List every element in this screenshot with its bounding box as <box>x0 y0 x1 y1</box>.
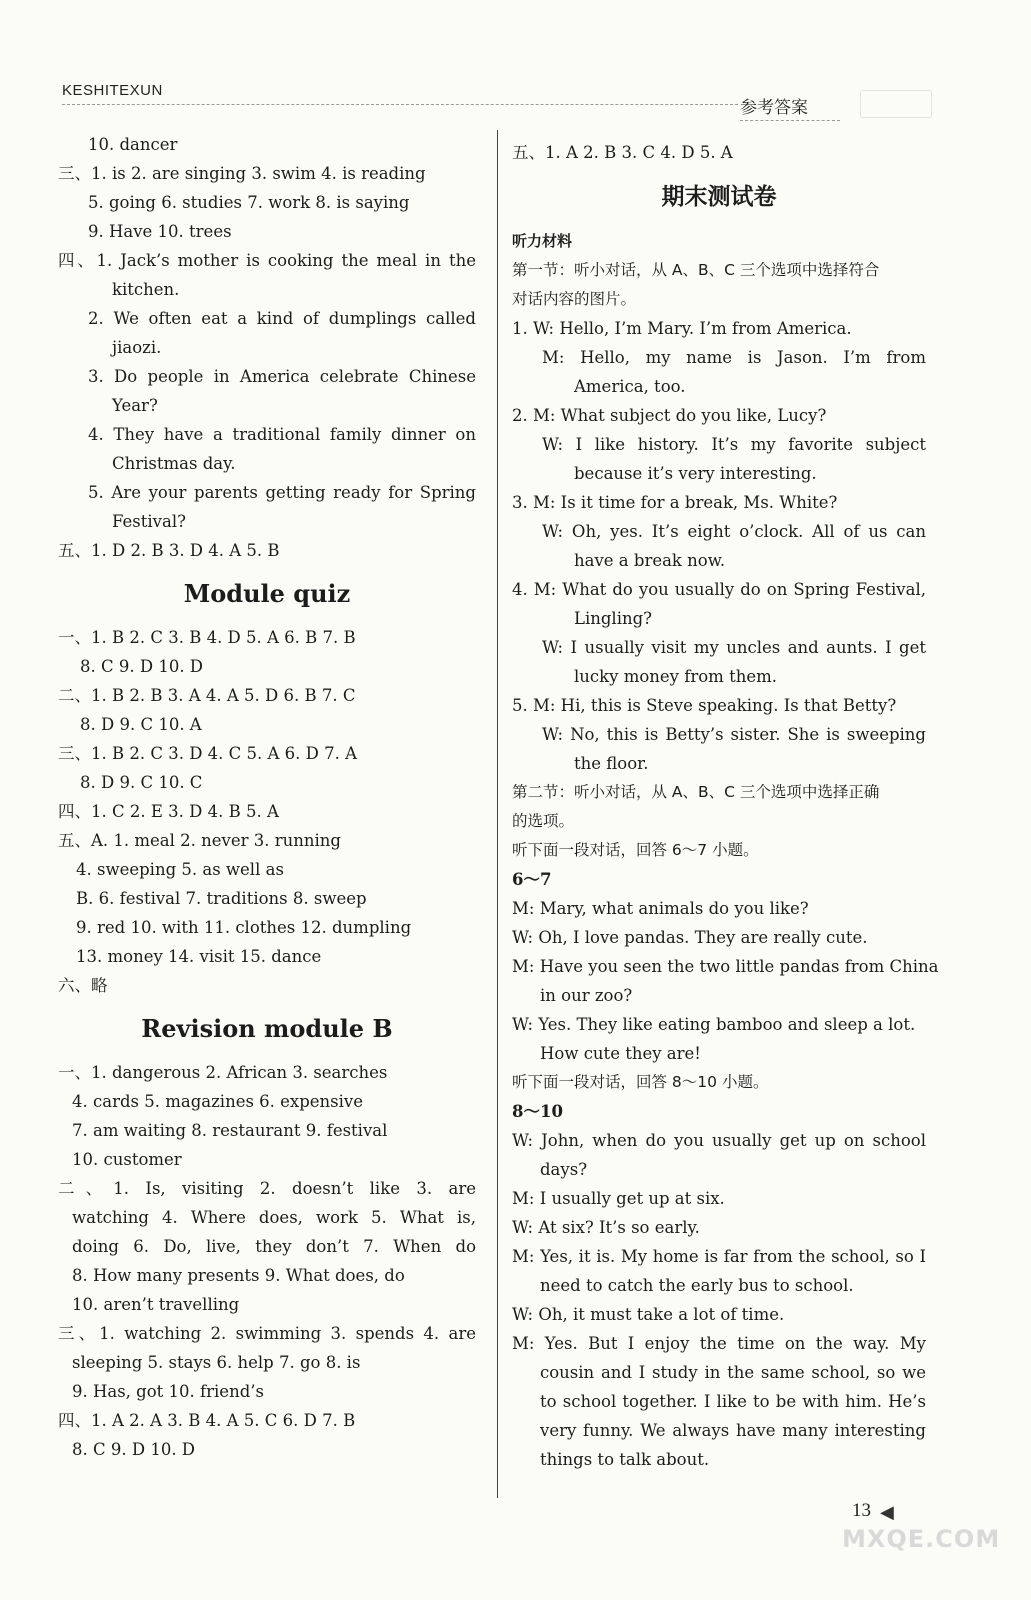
text-line: How cute they are! <box>540 1044 701 1063</box>
text-line: 五、1. D 2. B 3. D 4. A 5. B <box>58 541 280 560</box>
text-line: 一、1. dangerous 2. African 3. searches <box>58 1063 388 1082</box>
watermark: MXQE.COM <box>842 1525 1001 1553</box>
text-line: 一、1. B 2. C 3. B 4. D 5. A 6. B 7. B <box>58 628 356 647</box>
text-line: 4. M: What do you usually do on Spring Festival, <box>512 580 926 599</box>
text-line: 8. D 9. C 10. A <box>80 715 202 734</box>
text-line: W: Oh, yes. It’s eight o’clock. All of us can <box>542 522 926 541</box>
text-line: 二、1. B 2. B 3. A 4. A 5. D 6. B 7. C <box>58 686 356 705</box>
text-line: doing 6. Do, live, they don’t 7. When do <box>72 1237 476 1256</box>
text-line: 听下面一段对话，回答 8～10 小题。 <box>512 1073 769 1091</box>
text-line: to school together. I like to be with him. He’s <box>540 1392 926 1411</box>
header-brand: KESHITEXUN <box>62 82 163 99</box>
text-line: 9. red 10. with 11. clothes 12. dumpling <box>76 918 412 937</box>
text-line: 四、1. Jack’s mother is cooking the meal in the <box>58 251 476 270</box>
text-line: 2. We often eat a kind of dumplings called <box>88 309 476 328</box>
text-line: 2. M: What subject do you like, Lucy? <box>512 406 827 425</box>
text-line: 6～7 <box>512 870 552 889</box>
text-line: lucky money from them. <box>574 667 777 686</box>
text-line: sleeping 5. stays 6. help 7. go 8. is <box>72 1353 361 1372</box>
header-box <box>860 90 932 118</box>
text-line: 10. dancer <box>88 135 178 154</box>
text-line: 六、略 <box>58 976 108 995</box>
text-line: 五、A. 1. meal 2. never 3. running <box>58 831 341 850</box>
text-line: things to talk about. <box>540 1450 710 1469</box>
section-title: Module quiz <box>183 579 351 608</box>
text-line: in our zoo? <box>540 986 633 1005</box>
text-line: 第二节：听小对话，从 A、B、C 三个选项中选择正确 <box>512 783 880 801</box>
text-line: M: Yes, it is. My home is far from the school, so I <box>512 1247 926 1266</box>
text-line: 13. money 14. visit 15. dance <box>76 947 322 966</box>
column-divider <box>497 130 498 1498</box>
text-line: 8. C 9. D 10. D <box>80 657 204 676</box>
text-line: 4. cards 5. magazines 6. expensive <box>72 1092 364 1111</box>
right-column <box>512 138 939 1474</box>
header-rule-right <box>740 120 840 121</box>
text-line: days? <box>540 1160 588 1179</box>
left-column <box>58 130 476 1464</box>
text-line: Year? <box>112 396 158 415</box>
text-line: need to catch the early bus to school. <box>540 1276 854 1295</box>
text-line: 8～10 <box>512 1102 563 1121</box>
text-line: W: Oh, I love pandas. They are really cute. <box>512 928 868 947</box>
text-line: 三、1. watching 2. swimming 3. spends 4. are <box>58 1324 476 1343</box>
text-line: 5. going 6. studies 7. work 8. is saying <box>88 193 410 212</box>
text-line: 8. C 9. D 10. D <box>72 1440 196 1459</box>
header-rule <box>62 104 738 105</box>
text-line: have a break now. <box>574 551 726 570</box>
text-line: cousin and I study in the same school, so we <box>540 1363 926 1382</box>
text-line: W: I like history. It’s my favorite subject <box>542 435 926 454</box>
text-line: 8. D 9. C 10. C <box>80 773 203 792</box>
text-line: 的选项。 <box>512 812 575 830</box>
text-line: 四、1. A 2. A 3. B 4. A 5. C 6. D 7. B <box>58 1411 356 1430</box>
text-line: 第一节：听小对话，从 A、B、C 三个选项中选择符合 <box>512 261 880 279</box>
text-line: 10. customer <box>72 1150 182 1169</box>
text-line: 8. How many presents 9. What does, do <box>72 1266 405 1285</box>
text-line: 3. Do people in America celebrate Chinese <box>88 367 476 386</box>
section-title: Revision module B <box>141 1014 393 1043</box>
page-number: 13 <box>852 1500 871 1521</box>
text-line: 3. M: Is it time for a break, Ms. White? <box>512 493 838 512</box>
text-line: watching 4. Where does, work 5. What is, <box>72 1208 476 1227</box>
text-line: M: Have you seen the two little pandas from China <box>512 957 939 976</box>
text-line: 4. They have a traditional family dinner on <box>88 425 476 444</box>
text-line: W: John, when do you usually get up on school <box>512 1131 926 1150</box>
text-line: jiaozi. <box>112 338 162 357</box>
text-line: M: Yes. But I enjoy the time on the way. My <box>512 1334 926 1353</box>
page-arrow-icon: ◀ <box>880 1502 894 1523</box>
text-line: 9. Have 10. trees <box>88 222 232 241</box>
subheading: 听力材料 <box>512 232 573 250</box>
text-line: W: I usually visit my uncles and aunts. I get <box>542 638 926 657</box>
text-line: B. 6. festival 7. traditions 8. sweep <box>76 889 367 908</box>
text-line: 5. M: Hi, this is Steve speaking. Is that Betty? <box>512 696 897 715</box>
text-line: 1. W: Hello, I’m Mary. I’m from America. <box>512 319 852 338</box>
text-line: because it’s very interesting. <box>574 464 817 483</box>
text-line: 对话内容的图片。 <box>512 290 637 308</box>
text-line: W: At six? It’s so early. <box>512 1218 700 1237</box>
text-line: M: I usually get up at six. <box>512 1189 725 1208</box>
text-line: 10. aren’t travelling <box>72 1295 240 1314</box>
text-line: 三、1. is 2. are singing 3. swim 4. is reading <box>58 164 426 183</box>
text-line: 5. Are your parents getting ready for Spring <box>88 483 476 502</box>
text-line: Festival? <box>112 512 186 531</box>
text-line: 听下面一段对话，回答 6～7 小题。 <box>512 841 759 859</box>
text-line: W: Oh, it must take a lot of time. <box>512 1305 785 1324</box>
text-line: 9. Has, got 10. friend’s <box>72 1382 264 1401</box>
text-line: Christmas day. <box>112 454 236 473</box>
text-line: the floor. <box>574 754 649 773</box>
text-line: M: Mary, what animals do you like? <box>512 899 809 918</box>
text-line: W: No, this is Betty’s sister. She is sweeping <box>542 725 926 744</box>
text-line: 四、1. C 2. E 3. D 4. B 5. A <box>58 802 279 821</box>
text-line: 二、1. Is, visiting 2. doesn’t like 3. are <box>58 1179 476 1198</box>
text-line: 7. am waiting 8. restaurant 9. festival <box>72 1121 388 1140</box>
section-title: 期末测试卷 <box>661 184 777 210</box>
text-line: kitchen. <box>112 280 180 299</box>
text-line: M: Hello, my name is Jason. I’m from <box>542 348 926 367</box>
text-line: very funny. We always have many interesting <box>540 1421 926 1440</box>
text-line: W: Yes. They like eating bamboo and sleep a lot. <box>512 1015 916 1034</box>
text-line: 五、1. A 2. B 3. C 4. D 5. A <box>512 143 733 162</box>
header-section-title: 参考答案 <box>740 98 808 118</box>
text-line: America, too. <box>574 377 686 396</box>
text-line: 三、1. B 2. C 3. D 4. C 5. A 6. D 7. A <box>58 744 358 763</box>
text-line: 4. sweeping 5. as well as <box>76 860 284 879</box>
text-line: Lingling? <box>574 609 653 628</box>
